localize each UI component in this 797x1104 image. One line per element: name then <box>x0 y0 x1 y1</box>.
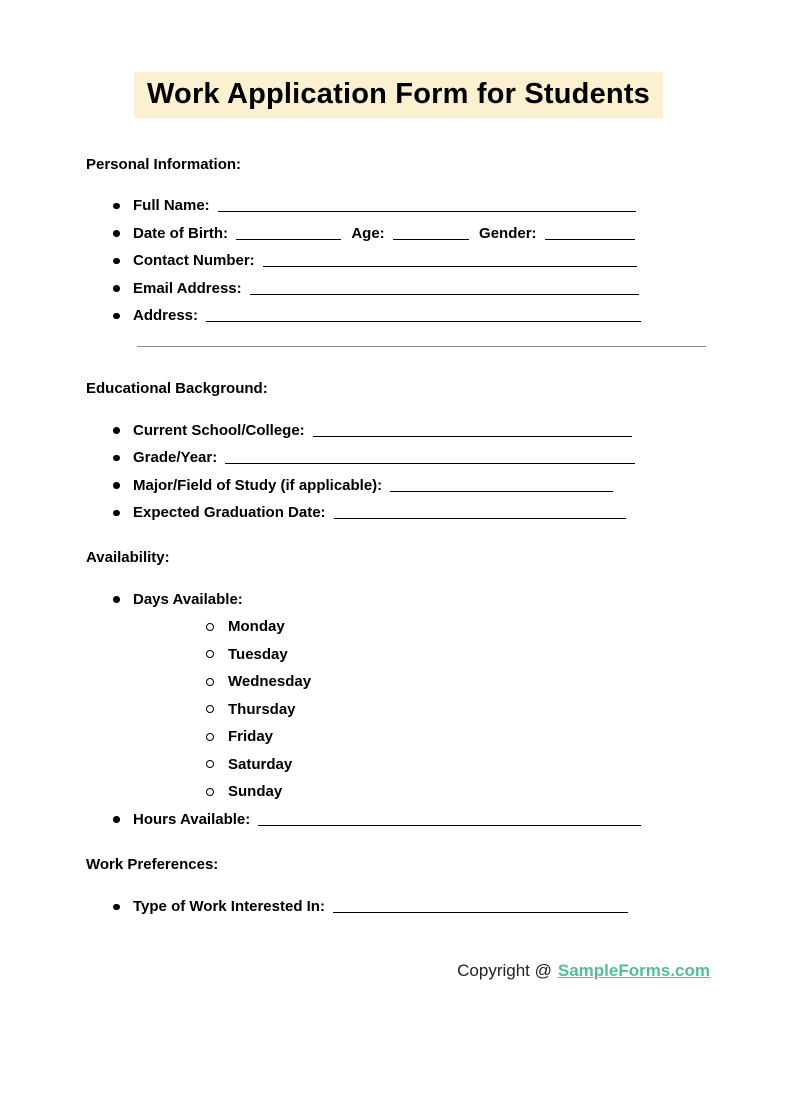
bullet-icon <box>113 816 120 823</box>
day-label: Monday <box>228 618 285 635</box>
full-name-blank-line <box>218 199 636 212</box>
copyright-text: Copyright @ <box>457 960 552 980</box>
hours-available-label: Hours Available: <box>133 810 251 828</box>
type-of-work-blank-line <box>333 900 628 913</box>
day-item-saturday <box>133 751 711 779</box>
field-row-current-school <box>86 417 711 445</box>
field-row-address <box>86 302 711 330</box>
personal-information-heading: Personal Information: <box>86 156 242 173</box>
field-row-full-name <box>86 192 711 220</box>
email-address-blank-line <box>250 282 639 295</box>
circle-bullet-icon <box>206 733 214 741</box>
work-preferences-heading: Work Preferences: <box>86 856 219 873</box>
field-row-hours-available <box>86 806 711 834</box>
day-label: Friday <box>228 728 274 745</box>
day-label: Wednesday <box>228 673 312 690</box>
educational-background-list <box>86 417 711 527</box>
address-continuation-blank-line <box>137 346 706 347</box>
bullet-icon <box>113 258 120 265</box>
circle-bullet-icon <box>206 623 214 631</box>
page-title <box>86 72 711 118</box>
address-label: Address: <box>133 307 199 324</box>
field-row-major-field <box>86 472 711 500</box>
current-school-blank-line <box>313 424 632 437</box>
major-field-label: Major/Field of Study (if applicable): <box>133 476 383 494</box>
bullet-icon <box>113 313 120 320</box>
graduation-date-blank-line <box>334 506 626 519</box>
bullet-icon <box>113 904 120 911</box>
date-of-birth-label: Date of Birth: <box>133 224 228 242</box>
circle-bullet-icon <box>206 788 214 796</box>
section-availability <box>86 549 711 834</box>
email-address-label: Email Address: <box>133 279 242 297</box>
field-row-dob-age-gender <box>86 220 711 248</box>
availability-heading: Availability: <box>86 548 170 566</box>
section-educational-background <box>86 380 711 527</box>
circle-bullet-icon <box>206 650 214 658</box>
gender-blank-line <box>545 227 635 240</box>
day-item-wednesday <box>133 668 711 696</box>
hours-available-blank-line <box>258 813 641 826</box>
contact-number-blank-line <box>263 254 637 267</box>
age-label: Age: <box>351 224 385 242</box>
bullet-icon <box>113 510 120 517</box>
gender-label: Gender: <box>479 224 537 242</box>
bullet-icon <box>113 482 120 489</box>
grade-year-label: Grade/Year: <box>133 449 218 466</box>
educational-background-heading: Educational Background: <box>86 379 268 397</box>
bullet-icon <box>113 285 120 292</box>
bullet-icon <box>113 427 120 434</box>
field-row-days-available <box>86 586 711 806</box>
availability-list <box>86 586 711 834</box>
document-page <box>0 72 797 1104</box>
day-label: Thursday <box>228 700 296 718</box>
bullet-icon <box>113 203 120 210</box>
major-field-blank-line <box>390 479 613 492</box>
circle-bullet-icon <box>206 705 214 713</box>
field-row-type-of-work <box>86 893 711 921</box>
graduation-date-label: Expected Graduation Date: <box>133 504 326 521</box>
section-work-preferences <box>86 856 711 921</box>
current-school-label: Current School/College: <box>133 421 305 439</box>
full-name-label: Full Name: <box>133 197 210 214</box>
days-available-sublist <box>133 613 711 806</box>
age-blank-line <box>393 227 469 240</box>
day-item-sunday <box>133 778 711 806</box>
field-row-email-address <box>86 275 711 303</box>
day-item-tuesday <box>133 641 711 669</box>
field-row-grade-year <box>86 444 711 472</box>
day-label: Saturday <box>228 755 293 773</box>
type-of-work-label: Type of Work Interested In: <box>133 898 325 915</box>
page-title-highlight: Work Application Form for Students <box>134 72 663 118</box>
address-blank-line <box>206 309 641 322</box>
sampleforms-link[interactable]: SampleForms.com <box>557 960 710 980</box>
section-personal-information <box>86 156 711 347</box>
field-row-contact-number <box>86 247 711 275</box>
footer <box>86 959 711 983</box>
day-item-thursday <box>133 696 711 724</box>
day-item-monday <box>133 613 711 641</box>
bullet-icon <box>113 455 120 462</box>
circle-bullet-icon <box>206 678 214 686</box>
date-of-birth-blank-line <box>236 227 341 240</box>
day-item-friday <box>133 723 711 751</box>
bullet-icon <box>113 230 120 237</box>
personal-information-list <box>86 192 711 330</box>
day-label: Sunday <box>228 783 283 800</box>
circle-bullet-icon <box>206 760 214 768</box>
work-preferences-list <box>86 893 711 921</box>
contact-number-label: Contact Number: <box>133 252 255 269</box>
field-row-graduation-date <box>86 499 711 527</box>
day-label: Tuesday <box>228 645 288 663</box>
grade-year-blank-line <box>225 451 635 464</box>
days-available-label: Days Available: <box>133 590 243 608</box>
bullet-icon <box>113 596 120 603</box>
